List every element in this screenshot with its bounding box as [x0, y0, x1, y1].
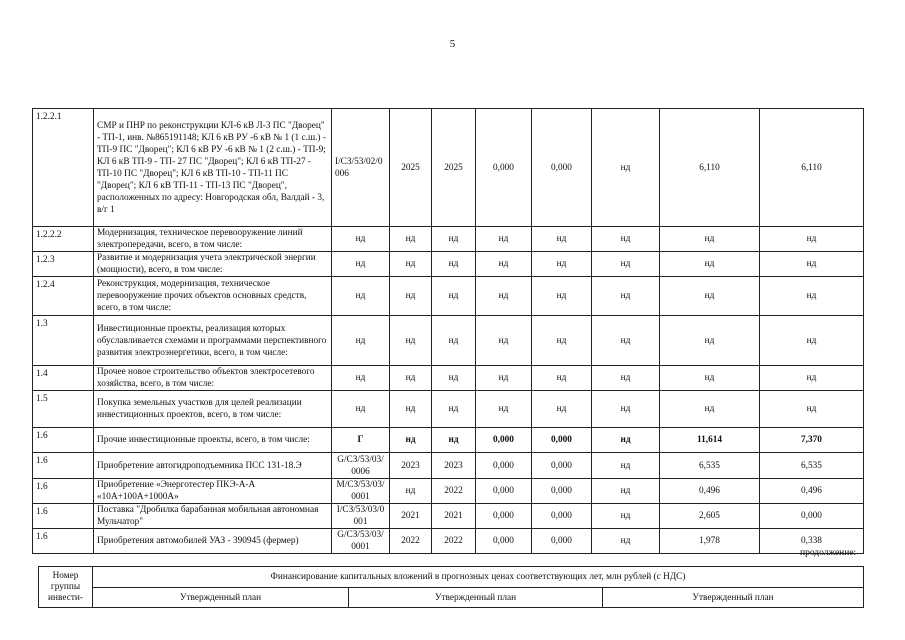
cell-v1: нд — [476, 252, 532, 277]
cell-v2: 0,000 — [532, 479, 592, 504]
cell-num: 1.2.4 — [33, 277, 94, 316]
cell-v1: нд — [476, 316, 532, 366]
cell-v2: 0,000 — [532, 504, 592, 529]
cell-v2: 0,000 — [532, 109, 592, 227]
table-row — [33, 109, 864, 227]
cell-desc: Покупка земельных участков для целей реализации инвестиционных проектов, всего, в том числе: — [94, 391, 332, 428]
cell-v4: 11,614 — [660, 428, 760, 453]
cell-v1: 0,000 — [476, 479, 532, 504]
cell-code: нд — [332, 277, 390, 316]
cell-v5: 7,370 — [760, 428, 864, 453]
cell-v4: 6,110 — [660, 109, 760, 227]
cell-num: 1.6 — [33, 453, 94, 479]
cell-y2: 2023 — [432, 453, 476, 479]
cell-v5: нд — [760, 316, 864, 366]
cell-v1: нд — [476, 227, 532, 252]
cell-desc: Реконструкция, модернизация, техническое перевооружение прочих объектов основных средств, всего, в том числе: — [94, 277, 332, 316]
cell-v5: нд — [760, 252, 864, 277]
page-number: 5 — [449, 38, 456, 50]
cell-y1: 2021 — [390, 504, 432, 529]
cell-v4: нд — [660, 391, 760, 428]
cell-desc: Инвестиционные проекты, реализация которых обуславливается схемами и программами перспективного развития электроэнергетики, всего, в том числе: — [94, 316, 332, 366]
cell-v1: 0,000 — [476, 428, 532, 453]
cell-v3: нд — [592, 316, 660, 366]
cell-v2: нд — [532, 277, 592, 316]
cell-v4: нд — [660, 316, 760, 366]
cell-y2: нд — [432, 391, 476, 428]
cell-v2: нд — [532, 252, 592, 277]
cell-y2: нд — [432, 428, 476, 453]
continuation-label: продолжение: — [800, 548, 857, 558]
cell-desc: Приобретение «Энерготестер ПКЭ-А-А «10А+100А+1000А» — [94, 479, 332, 504]
cell-v3: нд — [592, 428, 660, 453]
cell-v2: 0,000 — [532, 529, 592, 554]
cell-v3: нд — [592, 227, 660, 252]
cell-v3: нд — [592, 504, 660, 529]
table-row — [33, 428, 864, 453]
cell-code: G/СЗ/53/03/ 0001 — [332, 529, 390, 554]
investment-table — [32, 108, 864, 554]
cell-v2: 0,000 — [532, 428, 592, 453]
cell-v5: нд — [760, 227, 864, 252]
cell-desc: Поставка "Дробилка барабанная мобильная автономная Мульчатор" — [94, 504, 332, 529]
cell-y2: нд — [432, 277, 476, 316]
cell-v2: нд — [532, 227, 592, 252]
cell-v3: нд — [592, 109, 660, 227]
cell-num: 1.6 — [33, 529, 94, 554]
cell-code: Г — [332, 428, 390, 453]
cell-y1: нд — [390, 252, 432, 277]
cell-y1: нд — [390, 479, 432, 504]
cell-v1: 0,000 — [476, 504, 532, 529]
cell-v1: нд — [476, 391, 532, 428]
cell-y2: 2021 — [432, 504, 476, 529]
table-row — [33, 316, 864, 366]
cell-y1: 2023 — [390, 453, 432, 479]
cell-y2: нд — [432, 316, 476, 366]
cell-desc: Прочее новое строительство объектов электросетевого хозяйства, всего, в том числе: — [94, 366, 332, 391]
cell-code: I/СЗ/53/03/0 001 — [332, 504, 390, 529]
table-row — [33, 479, 864, 504]
cell-y1: нд — [390, 366, 432, 391]
cell-num: 1.3 — [33, 316, 94, 366]
cell-y2: нд — [432, 227, 476, 252]
cell-v4: 0,496 — [660, 479, 760, 504]
cell-v1: 0,000 — [476, 529, 532, 554]
cell-num: 1.6 — [33, 504, 94, 529]
cell-v2: нд — [532, 366, 592, 391]
cell-v4: нд — [660, 227, 760, 252]
table-row — [33, 504, 864, 529]
cell-y2: нд — [432, 252, 476, 277]
cell-num: 1.2.2.1 — [33, 109, 94, 227]
cell-num: 1.5 — [33, 391, 94, 428]
cell-y2: нд — [432, 366, 476, 391]
cell-y2: 2022 — [432, 479, 476, 504]
cell-v5: нд — [760, 277, 864, 316]
cell-v5: нд — [760, 366, 864, 391]
cell-v3: нд — [592, 252, 660, 277]
cell-v3: нд — [592, 479, 660, 504]
financing-header: Финансирование капитальных вложений в прогнозных ценах соответствующих лет, млн рублей (с НДС) — [93, 567, 864, 588]
cell-v5: нд — [760, 391, 864, 428]
cell-code: нд — [332, 227, 390, 252]
group-number-header: Номер группы инвести- — [39, 567, 93, 608]
cell-y1: нд — [390, 391, 432, 428]
cell-code: G/СЗ/53/03/ 0006 — [332, 453, 390, 479]
plan-header-2: Утвержденный план — [349, 588, 603, 608]
cell-code: нд — [332, 366, 390, 391]
cell-y2: 2022 — [432, 529, 476, 554]
cell-num: 1.4 — [33, 366, 94, 391]
table-row — [33, 453, 864, 479]
cell-num: 1.2.2.2 — [33, 227, 94, 252]
cell-v3: нд — [592, 453, 660, 479]
cell-v4: нд — [660, 277, 760, 316]
cell-code: M/СЗ/53/03/ 0001 — [332, 479, 390, 504]
cell-v4: нд — [660, 366, 760, 391]
plan-header-3: Утвержденный план — [603, 588, 864, 608]
cell-v1: нд — [476, 366, 532, 391]
cell-y1: нд — [390, 316, 432, 366]
cell-v5: 6,110 — [760, 109, 864, 227]
cell-y1: нд — [390, 428, 432, 453]
table-row — [33, 391, 864, 428]
cell-v2: 0,000 — [532, 453, 592, 479]
cell-y1: нд — [390, 277, 432, 316]
cell-v5: 0,000 — [760, 504, 864, 529]
cell-v1: нд — [476, 277, 532, 316]
cell-desc: Приобретения автомобилей УАЗ - 390945 (фермер) — [94, 529, 332, 554]
cell-y1: нд — [390, 227, 432, 252]
cell-v3: нд — [592, 391, 660, 428]
cell-v3: нд — [592, 529, 660, 554]
cell-v2: нд — [532, 316, 592, 366]
cell-desc: Развитие и модернизация учета электрической энергии (мощности), всего, в том числе: — [94, 252, 332, 277]
continuation-header-table — [38, 566, 864, 608]
cell-desc: СМР и ПНР по реконструкции КЛ-6 кВ Л-3 ПС "Дворец" - ТП-1, инв. №865191148; КЛ 6 кВ РУ -6 кВ № 1 (1 с.ш.) - ТП-9 ПС "Дворец"; КЛ 6 кВ РУ -6 кВ № 1 (2 с.ш.) - ТП-9; КЛ 6 кВ ТП-9 - ТП- 27 ПС "Дворец"; КЛ 6 кВ ТП-27 - ТП-10 ПС "Дворец"; КЛ 6 кВ ТП-10 - ТП-11 ПС "Дворец"; КЛ 6 кВ ТП-11 - ТП-13 ПС "Дворец", расположенных по адресу: Новгородская обл, Валдай - 3, в/г 1 — [94, 109, 332, 227]
table-row — [33, 227, 864, 252]
cell-code: нд — [332, 391, 390, 428]
cell-code: нд — [332, 316, 390, 366]
cell-v4: нд — [660, 252, 760, 277]
cell-y1: 2025 — [390, 109, 432, 227]
cell-v5: 0,496 — [760, 479, 864, 504]
cell-desc: Приобретение автогидроподъемника ПСС 131-18.Э — [94, 453, 332, 479]
table-row — [33, 252, 864, 277]
cell-desc: Прочие инвестиционные проекты, всего, в том числе: — [94, 428, 332, 453]
plan-header-1: Утвержденный план — [93, 588, 349, 608]
cell-y1: 2022 — [390, 529, 432, 554]
cell-v4: 6,535 — [660, 453, 760, 479]
cell-num: 1.6 — [33, 479, 94, 504]
cell-v5: 0,338 — [760, 529, 864, 554]
cell-v2: нд — [532, 391, 592, 428]
cell-v3: нд — [592, 366, 660, 391]
cell-code: I/СЗ/53/02/0 006 — [332, 109, 390, 227]
cell-v5: 6,535 — [760, 453, 864, 479]
cell-num: 1.2.3 — [33, 252, 94, 277]
table-row — [33, 277, 864, 316]
cell-v3: нд — [592, 277, 660, 316]
cell-v1: 0,000 — [476, 109, 532, 227]
cell-v4: 1,978 — [660, 529, 760, 554]
cell-y2: 2025 — [432, 109, 476, 227]
cell-v4: 2,605 — [660, 504, 760, 529]
cell-code: нд — [332, 252, 390, 277]
cell-desc: Модернизация, техническое перевооружение линий электропередачи, всего, в том числе: — [94, 227, 332, 252]
cell-v1: 0,000 — [476, 453, 532, 479]
table-row — [33, 529, 864, 554]
cell-num: 1.6 — [33, 428, 94, 453]
table-row — [33, 366, 864, 391]
